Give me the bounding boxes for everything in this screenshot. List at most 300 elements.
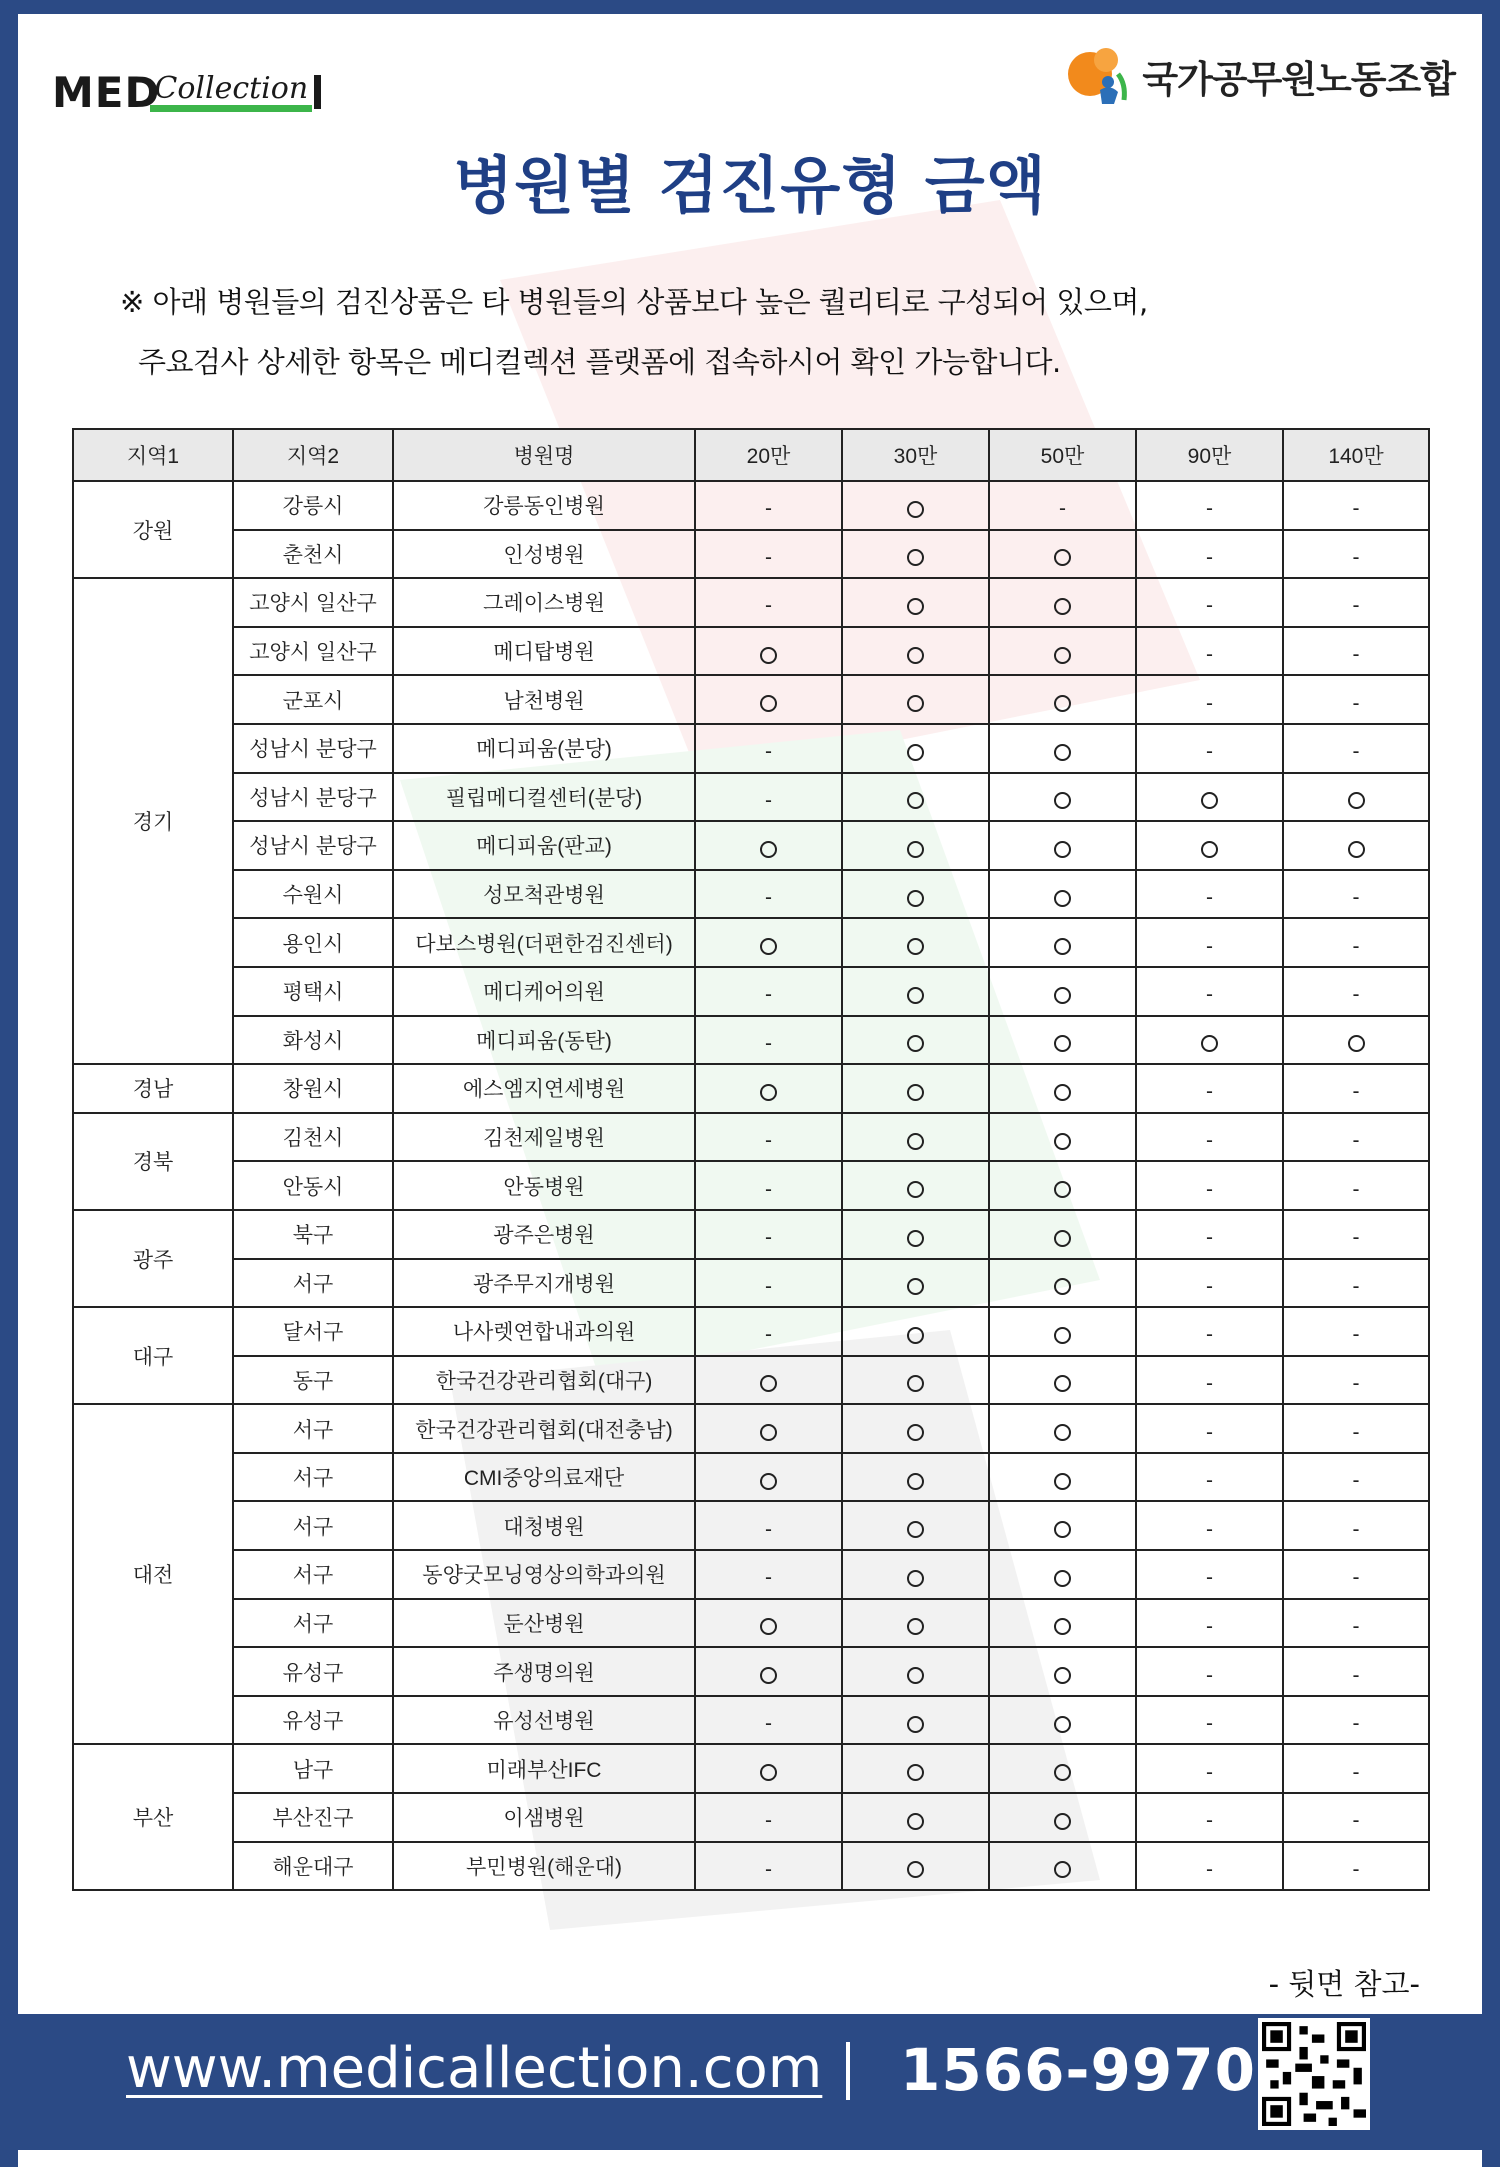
available-circle-cell xyxy=(842,1453,989,1502)
dash-mark: - xyxy=(1352,1226,1360,1250)
dash-mark: - xyxy=(765,545,772,569)
circle-icon xyxy=(1201,1035,1218,1052)
available-circle-cell xyxy=(989,724,1136,773)
available-circle-cell xyxy=(842,675,989,724)
column-header: 30만 xyxy=(842,429,989,481)
dash-mark: - xyxy=(1352,1517,1360,1541)
circle-icon xyxy=(1054,1230,1071,1247)
circle-icon xyxy=(1054,1570,1071,1587)
hospital-name-cell: 대청병원 xyxy=(393,1501,695,1550)
circle-icon xyxy=(1054,1133,1071,1150)
available-circle-cell xyxy=(842,1696,989,1745)
hospital-name-cell: 메디피움(분당) xyxy=(393,724,695,773)
unavailable-dash-cell xyxy=(695,1696,842,1745)
dash-mark: - xyxy=(765,1712,772,1736)
available-circle-cell xyxy=(1136,1016,1283,1065)
area-cell: 성남시 분당구 xyxy=(233,821,393,870)
available-circle-cell xyxy=(989,1550,1136,1599)
unavailable-dash-cell xyxy=(1136,724,1283,773)
table-row xyxy=(73,1599,1429,1648)
dash-mark: - xyxy=(1206,1663,1213,1687)
area-cell: 북구 xyxy=(233,1210,393,1259)
available-circle-cell xyxy=(989,578,1136,627)
available-circle-cell xyxy=(989,1453,1136,1502)
available-circle-cell xyxy=(1283,1016,1429,1065)
circle-icon xyxy=(760,1084,777,1101)
circle-icon xyxy=(1054,1618,1071,1635)
circle-icon xyxy=(907,1424,924,1441)
circle-icon xyxy=(760,647,777,664)
dash-mark: - xyxy=(1206,1614,1213,1638)
hospital-name-cell: 필립메디컬센터(분당) xyxy=(393,773,695,822)
dash-mark: - xyxy=(1352,934,1360,958)
circle-icon xyxy=(1054,1035,1071,1052)
unavailable-dash-cell xyxy=(695,1210,842,1259)
available-circle-cell xyxy=(989,967,1136,1016)
table-row xyxy=(73,1016,1429,1065)
circle-icon xyxy=(1054,841,1071,858)
area-cell: 고양시 일산구 xyxy=(233,578,393,627)
table-row xyxy=(73,918,1429,967)
circle-icon xyxy=(1054,938,1071,955)
area-cell: 군포시 xyxy=(233,675,393,724)
available-circle-cell xyxy=(842,530,989,579)
available-circle-cell xyxy=(989,1696,1136,1745)
area-cell: 김천시 xyxy=(233,1113,393,1162)
unavailable-dash-cell xyxy=(1283,627,1429,676)
circle-icon xyxy=(1201,841,1218,858)
unavailable-dash-cell xyxy=(1136,578,1283,627)
table-row xyxy=(73,1404,1429,1453)
available-circle-cell xyxy=(842,1599,989,1648)
footer-divider xyxy=(846,2042,850,2100)
circle-icon xyxy=(907,647,924,664)
unavailable-dash-cell xyxy=(1283,1550,1429,1599)
hospital-name-cell: 남천병원 xyxy=(393,675,695,724)
dash-mark: - xyxy=(765,497,772,521)
circle-icon xyxy=(1054,549,1071,566)
available-circle-cell xyxy=(842,918,989,967)
available-circle-cell xyxy=(842,1842,989,1891)
column-header: 병원명 xyxy=(393,429,695,481)
dash-mark: - xyxy=(1206,497,1213,521)
area-cell: 강릉시 xyxy=(233,481,393,530)
available-circle-cell xyxy=(695,918,842,967)
dash-mark: - xyxy=(1352,691,1360,715)
circle-icon xyxy=(1054,744,1071,761)
circle-icon xyxy=(907,1181,924,1198)
circle-icon xyxy=(907,1813,924,1830)
circle-icon xyxy=(1054,792,1071,809)
table-row xyxy=(73,967,1429,1016)
circle-icon xyxy=(907,1618,924,1635)
area-cell: 유성구 xyxy=(233,1696,393,1745)
circle-icon xyxy=(760,695,777,712)
available-circle-cell xyxy=(695,1744,842,1793)
available-circle-cell xyxy=(695,1647,842,1696)
region-cell: 광주 xyxy=(73,1210,233,1307)
area-cell: 안동시 xyxy=(233,1161,393,1210)
available-circle-cell xyxy=(695,1453,842,1502)
unavailable-dash-cell xyxy=(1136,1064,1283,1113)
unavailable-dash-cell xyxy=(695,773,842,822)
dash-mark: - xyxy=(765,1129,772,1153)
hospital-name-cell: 메디케어의원 xyxy=(393,967,695,1016)
area-cell: 서구 xyxy=(233,1501,393,1550)
available-circle-cell xyxy=(842,1064,989,1113)
region-cell: 부산 xyxy=(73,1744,233,1890)
circle-icon xyxy=(1054,1084,1071,1101)
available-circle-cell xyxy=(842,1647,989,1696)
circle-icon xyxy=(1054,1521,1071,1538)
dash-mark: - xyxy=(1206,1080,1213,1104)
note-line-1: ※ 아래 병원들의 검진상품은 타 병원들의 상품보다 높은 퀄리티로 구성되어 있으며, xyxy=(120,285,1148,319)
dash-mark: - xyxy=(1352,1129,1360,1153)
unavailable-dash-cell xyxy=(1283,1064,1429,1113)
dash-mark: - xyxy=(1206,1809,1213,1833)
table-row xyxy=(73,1647,1429,1696)
column-header: 50만 xyxy=(989,429,1136,481)
area-cell: 서구 xyxy=(233,1453,393,1502)
dash-mark: - xyxy=(765,1566,772,1590)
unavailable-dash-cell xyxy=(1283,1647,1429,1696)
unavailable-dash-cell xyxy=(695,1161,842,1210)
available-circle-cell xyxy=(842,1501,989,1550)
dash-mark: - xyxy=(1059,497,1066,521)
dash-mark: - xyxy=(1352,983,1360,1007)
available-circle-cell xyxy=(989,1599,1136,1648)
circle-icon xyxy=(1054,890,1071,907)
logo-bar xyxy=(314,75,321,109)
dash-mark: - xyxy=(1206,1371,1213,1395)
available-circle-cell xyxy=(842,627,989,676)
circle-icon xyxy=(1054,987,1071,1004)
available-circle-cell xyxy=(989,1210,1136,1259)
hospital-name-cell: 성모척관병원 xyxy=(393,870,695,919)
circle-icon xyxy=(1201,792,1218,809)
dash-mark: - xyxy=(765,1226,772,1250)
unavailable-dash-cell xyxy=(1283,481,1429,530)
area-cell: 해운대구 xyxy=(233,1842,393,1891)
available-circle-cell xyxy=(695,675,842,724)
unavailable-dash-cell xyxy=(1136,627,1283,676)
table-row xyxy=(73,1453,1429,1502)
dash-mark: - xyxy=(765,788,772,812)
area-cell: 춘천시 xyxy=(233,530,393,579)
dash-mark: - xyxy=(765,886,772,910)
hospital-price-table xyxy=(72,428,1430,1891)
unavailable-dash-cell xyxy=(1283,1696,1429,1745)
available-circle-cell xyxy=(989,1113,1136,1162)
dash-mark: - xyxy=(1206,691,1213,715)
available-circle-cell xyxy=(842,481,989,530)
available-circle-cell xyxy=(695,1356,842,1405)
table-header-row xyxy=(73,429,1429,481)
available-circle-cell xyxy=(1283,773,1429,822)
dash-mark: - xyxy=(1206,1760,1213,1784)
hospital-name-cell: 부민병원(해운대) xyxy=(393,1842,695,1891)
unavailable-dash-cell xyxy=(1283,1599,1429,1648)
circle-icon xyxy=(1054,1375,1071,1392)
area-cell: 창원시 xyxy=(233,1064,393,1113)
unavailable-dash-cell xyxy=(695,1113,842,1162)
available-circle-cell xyxy=(695,1064,842,1113)
available-circle-cell xyxy=(842,773,989,822)
dash-mark: - xyxy=(765,1857,772,1881)
table-row xyxy=(73,1793,1429,1842)
unavailable-dash-cell xyxy=(695,530,842,579)
dash-mark: - xyxy=(1352,1080,1360,1104)
dash-mark: - xyxy=(1206,643,1213,667)
unavailable-dash-cell xyxy=(1136,870,1283,919)
available-circle-cell xyxy=(989,870,1136,919)
unavailable-dash-cell xyxy=(1283,1453,1429,1502)
available-circle-cell xyxy=(842,1016,989,1065)
dash-mark: - xyxy=(765,1177,772,1201)
circle-icon xyxy=(1054,1667,1071,1684)
circle-icon xyxy=(1348,792,1365,809)
dash-mark: - xyxy=(1206,1517,1213,1541)
unavailable-dash-cell xyxy=(1283,1501,1429,1550)
dash-mark: - xyxy=(1352,1712,1360,1736)
available-circle-cell xyxy=(989,1356,1136,1405)
column-header: 지역1 xyxy=(73,429,233,481)
dash-mark: - xyxy=(765,594,772,618)
hospital-name-cell: 이샘병원 xyxy=(393,1793,695,1842)
circle-icon xyxy=(907,744,924,761)
available-circle-cell xyxy=(1283,821,1429,870)
available-circle-cell xyxy=(989,1307,1136,1356)
unavailable-dash-cell xyxy=(1136,1113,1283,1162)
circle-icon xyxy=(907,938,924,955)
circle-icon xyxy=(1054,695,1071,712)
circle-icon xyxy=(1054,1764,1071,1781)
area-cell: 고양시 일산구 xyxy=(233,627,393,676)
circle-icon xyxy=(907,598,924,615)
region-cell: 경남 xyxy=(73,1064,233,1113)
circle-icon xyxy=(1348,1035,1365,1052)
unavailable-dash-cell xyxy=(695,967,842,1016)
area-cell: 화성시 xyxy=(233,1016,393,1065)
dash-mark: - xyxy=(1206,1274,1213,1298)
region-cell: 경기 xyxy=(73,578,233,1064)
hospital-name-cell: 안동병원 xyxy=(393,1161,695,1210)
circle-icon xyxy=(760,938,777,955)
area-cell: 수원시 xyxy=(233,870,393,919)
footer-bottom-strip xyxy=(18,2150,1482,2167)
dash-mark: - xyxy=(1206,594,1213,618)
circle-icon xyxy=(907,1133,924,1150)
note-line-2: 주요검사 상세한 항목은 메디컬렉션 플랫폼에 접속하시어 확인 가능합니다. xyxy=(138,345,1061,379)
table-row xyxy=(73,1744,1429,1793)
dash-mark: - xyxy=(1352,497,1360,521)
table-row xyxy=(73,530,1429,579)
available-circle-cell xyxy=(989,1404,1136,1453)
available-circle-cell xyxy=(989,1161,1136,1210)
dash-mark: - xyxy=(1352,1760,1360,1784)
unavailable-dash-cell xyxy=(1283,1259,1429,1308)
table-row xyxy=(73,1842,1429,1891)
dash-mark: - xyxy=(1206,1420,1213,1444)
unavailable-dash-cell xyxy=(1283,578,1429,627)
hospital-name-cell: 그레이스병원 xyxy=(393,578,695,627)
unavailable-dash-cell xyxy=(695,1550,842,1599)
hospital-name-cell: 동양굿모닝영상의학과의원 xyxy=(393,1550,695,1599)
unavailable-dash-cell xyxy=(1136,1210,1283,1259)
hospital-name-cell: 유성선병원 xyxy=(393,1696,695,1745)
dash-mark: - xyxy=(1206,545,1213,569)
circle-icon xyxy=(907,1473,924,1490)
circle-icon xyxy=(907,1521,924,1538)
dash-mark: - xyxy=(1206,983,1213,1007)
qr-code-icon[interactable] xyxy=(1258,2018,1370,2130)
table-row xyxy=(73,627,1429,676)
unavailable-dash-cell xyxy=(1136,481,1283,530)
table-row xyxy=(73,870,1429,919)
region-cell: 대전 xyxy=(73,1404,233,1744)
circle-icon xyxy=(907,1084,924,1101)
unavailable-dash-cell xyxy=(695,1501,842,1550)
unavailable-dash-cell xyxy=(1136,1453,1283,1502)
dash-mark: - xyxy=(1352,1420,1360,1444)
area-cell: 남구 xyxy=(233,1744,393,1793)
circle-icon xyxy=(760,1424,777,1441)
area-cell: 성남시 분당구 xyxy=(233,773,393,822)
hospital-name-cell: 주생명의원 xyxy=(393,1647,695,1696)
table-row xyxy=(73,821,1429,870)
circle-icon xyxy=(907,1375,924,1392)
area-cell: 서구 xyxy=(233,1259,393,1308)
available-circle-cell xyxy=(695,1599,842,1648)
circle-icon xyxy=(907,695,924,712)
available-circle-cell xyxy=(989,1647,1136,1696)
area-cell: 성남시 분당구 xyxy=(233,724,393,773)
unavailable-dash-cell xyxy=(695,1259,842,1308)
dash-mark: - xyxy=(1352,1323,1360,1347)
dash-mark: - xyxy=(1206,934,1213,958)
table-row xyxy=(73,1113,1429,1162)
circle-icon xyxy=(907,1764,924,1781)
union-emblem-icon xyxy=(1066,44,1136,108)
unavailable-dash-cell xyxy=(1136,1501,1283,1550)
available-circle-cell xyxy=(842,821,989,870)
unavailable-dash-cell xyxy=(1283,1113,1429,1162)
dash-mark: - xyxy=(1352,1566,1360,1590)
dash-mark: - xyxy=(1352,740,1360,764)
circle-icon xyxy=(1348,841,1365,858)
hospital-name-cell: 둔산병원 xyxy=(393,1599,695,1648)
unavailable-dash-cell xyxy=(695,870,842,919)
dash-mark: - xyxy=(1352,1809,1360,1833)
hospital-name-cell: 인성병원 xyxy=(393,530,695,579)
unavailable-dash-cell xyxy=(1136,918,1283,967)
area-cell: 서구 xyxy=(233,1599,393,1648)
dash-mark: - xyxy=(1206,1857,1213,1881)
available-circle-cell xyxy=(842,1404,989,1453)
circle-icon xyxy=(907,1327,924,1344)
region-cell: 강원 xyxy=(73,481,233,578)
circle-icon xyxy=(760,841,777,858)
unavailable-dash-cell xyxy=(1283,1307,1429,1356)
unavailable-dash-cell xyxy=(1136,1647,1283,1696)
table-row xyxy=(73,1064,1429,1113)
dash-mark: - xyxy=(1352,1614,1360,1638)
dash-mark: - xyxy=(765,740,772,764)
region-cell: 경북 xyxy=(73,1113,233,1210)
logo-med-text: MED xyxy=(52,67,161,117)
dash-mark: - xyxy=(1352,1177,1360,1201)
unavailable-dash-cell xyxy=(1283,967,1429,1016)
circle-icon xyxy=(1054,1861,1071,1878)
table-row xyxy=(73,578,1429,627)
unavailable-dash-cell xyxy=(1136,1696,1283,1745)
unavailable-dash-cell xyxy=(1136,1842,1283,1891)
circle-icon xyxy=(760,1618,777,1635)
dash-mark: - xyxy=(1352,1469,1360,1493)
hospital-name-cell: 광주은병원 xyxy=(393,1210,695,1259)
unavailable-dash-cell xyxy=(1136,1307,1283,1356)
available-circle-cell xyxy=(842,578,989,627)
circle-icon xyxy=(1054,1278,1071,1295)
circle-icon xyxy=(907,1570,924,1587)
available-circle-cell xyxy=(842,1744,989,1793)
table-row xyxy=(73,675,1429,724)
see-back-note: - 뒷면 참고- xyxy=(1268,1967,1420,2001)
medicollection-logo xyxy=(52,62,321,122)
available-circle-cell xyxy=(842,724,989,773)
dash-mark: - xyxy=(1352,1663,1360,1687)
union-name: 국가공무원노동조합 xyxy=(1142,58,1455,101)
unavailable-dash-cell xyxy=(1136,1356,1283,1405)
unavailable-dash-cell xyxy=(1283,918,1429,967)
union-logo xyxy=(1066,44,1455,108)
circle-icon xyxy=(1054,1424,1071,1441)
dash-mark: - xyxy=(765,1274,772,1298)
unavailable-dash-cell xyxy=(1283,675,1429,724)
available-circle-cell xyxy=(842,1210,989,1259)
available-circle-cell xyxy=(842,1793,989,1842)
table-row xyxy=(73,1696,1429,1745)
hospital-name-cell: 광주무지개병원 xyxy=(393,1259,695,1308)
circle-icon xyxy=(760,1375,777,1392)
circle-icon xyxy=(907,1230,924,1247)
page-title: 병원별 검진유형 금액 xyxy=(453,149,1047,222)
table-row xyxy=(73,1259,1429,1308)
unavailable-dash-cell xyxy=(1136,1161,1283,1210)
hospital-name-cell: 한국건강관리협회(대전충남) xyxy=(393,1404,695,1453)
table-row xyxy=(73,724,1429,773)
unavailable-dash-cell xyxy=(695,1307,842,1356)
available-circle-cell xyxy=(989,1259,1136,1308)
area-cell: 동구 xyxy=(233,1356,393,1405)
circle-icon xyxy=(1054,1716,1071,1733)
available-circle-cell xyxy=(842,1307,989,1356)
table-row xyxy=(73,1356,1429,1405)
unavailable-dash-cell xyxy=(1136,967,1283,1016)
unavailable-dash-cell xyxy=(1283,1842,1429,1891)
dash-mark: - xyxy=(1206,1712,1213,1736)
available-circle-cell xyxy=(989,1744,1136,1793)
circle-icon xyxy=(907,1667,924,1684)
unavailable-dash-cell xyxy=(1136,1793,1283,1842)
dash-mark: - xyxy=(765,1809,772,1833)
website-link[interactable]: www.medicallection.com xyxy=(126,2036,823,2101)
available-circle-cell xyxy=(1136,773,1283,822)
circle-icon xyxy=(907,549,924,566)
table-row xyxy=(73,1501,1429,1550)
hospital-name-cell: 미래부산IFC xyxy=(393,1744,695,1793)
dash-mark: - xyxy=(1206,1323,1213,1347)
